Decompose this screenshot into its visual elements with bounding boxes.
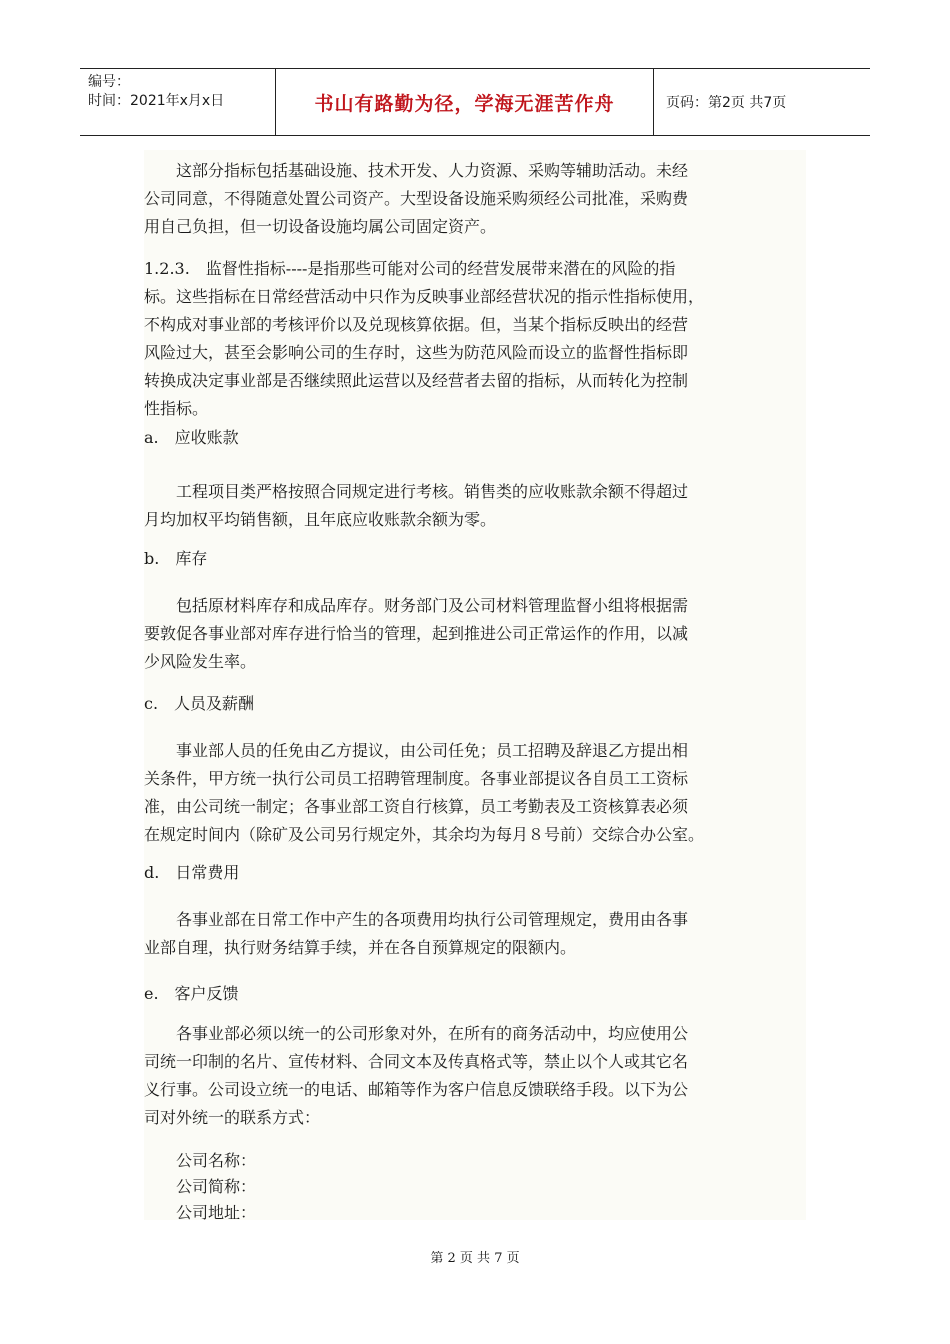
header-meta — [80, 69, 276, 135]
page-header — [80, 68, 870, 136]
receivables-paragraph — [144, 478, 806, 534]
heading-daily-expenses: d. 日常费用 — [144, 863, 240, 882]
paragraph-line: 月均加权平均销售额，且年底应收账款余额为零。 — [144, 510, 497, 529]
company-address-label: 公司地址： — [176, 1203, 257, 1222]
header-page-number: 页码：第2页 共7页 — [666, 95, 787, 111]
paragraph-line: 各事业部必须以统一的公司形象对外，在所有的商务活动中，均应使用公 — [176, 1024, 689, 1043]
customer-feedback-paragraph — [144, 1020, 806, 1132]
document-number-label: 编号： — [88, 74, 130, 90]
page-footer: 第 2 页 共 7 页 — [430, 1251, 520, 1266]
paragraph-line: 事业部人员的任免由乙方提议，由公司任免；员工招聘及辞退乙方提出相 — [176, 741, 689, 760]
intro-paragraph — [144, 157, 806, 241]
paragraph-line: 各事业部在日常工作中产生的各项费用均执行公司管理规定，费用由各事 — [176, 910, 689, 929]
contact-info — [144, 1148, 806, 1226]
paragraph-line: 标。这些指标在日常经营活动中只作为反映事业部经营状况的指示性指标使用， — [144, 287, 705, 306]
section-1-2-3-paragraph — [144, 255, 806, 423]
paragraph-line: 转换成决定事业部是否继续照此运营以及经营者去留的指标，从而转化为控制 — [144, 371, 689, 390]
paragraph-line: 性指标。 — [144, 399, 209, 418]
company-short-name-label: 公司简称： — [176, 1177, 257, 1196]
paragraph-line: 不构成对事业部的考核评价以及兑现核算依据。但，当某个指标反映出的经营 — [144, 315, 689, 334]
paragraph-line: 用自己负担，但一切设备设施均属公司固定资产。 — [144, 217, 497, 236]
paragraph-line: 在规定时间内（除矿及公司另行规定外，其余均为每月８号前）交综合办公室。 — [144, 825, 705, 844]
paragraph-line: 少风险发生率。 — [144, 652, 257, 671]
personnel-paragraph — [144, 737, 806, 849]
heading-personnel: c. 人员及薪酬 — [144, 694, 255, 713]
heading-receivables: a. 应收账款 — [144, 428, 239, 447]
paragraph-line: 业部自理，执行财务结算手续，并在各自预算规定的限额内。 — [144, 938, 577, 957]
paragraph-line: 公司同意，不得随意处置公司资产。大型设备设施采购须经公司批准，采购费 — [144, 189, 689, 208]
paragraph-line: 准，由公司统一制定；各事业部工资自行核算，员工考勤表及工资核算表必须 — [144, 797, 689, 816]
company-name-label: 公司名称： — [176, 1151, 257, 1170]
inventory-paragraph — [144, 592, 806, 676]
paragraph-line: 司对外统一的联系方式： — [144, 1108, 321, 1127]
paragraph-line: 司统一印制的名片、宣传材料、合同文本及传真格式等，禁止以个人或其它名 — [144, 1052, 689, 1071]
paragraph-line: 风险过大，甚至会影响公司的生存时，这些为防范风险而设立的监督性指标即 — [144, 343, 689, 362]
document-date-label: 时间：2021年x月x日 — [88, 93, 225, 109]
paragraph-line: 要敦促各事业部对库存进行恰当的管理，起到推进公司正常运作的作用，以减 — [144, 624, 689, 643]
paragraph-line: 关条件，甲方统一执行公司员工招聘管理制度。各事业部提议各自员工工资标 — [144, 769, 689, 788]
paragraph-line: 包括原材料库存和成品库存。财务部门及公司材料管理监督小组将根据需 — [176, 596, 689, 615]
daily-expenses-paragraph — [144, 906, 806, 962]
paragraph-line: 义行事。公司设立统一的电话、邮箱等作为客户信息反馈联络手段。以下为公 — [144, 1080, 689, 1099]
paragraph-line: 这部分指标包括基础设施、技术开发、人力资源、采购等辅助活动。未经 — [176, 161, 689, 180]
header-motto: 书山有路勤为径，学海无涯苦作舟 — [276, 69, 654, 135]
heading-inventory: b. 库存 — [144, 549, 208, 568]
paragraph-line: 1.2.3. 监督性指标----是指那些可能对公司的经营发展带来潜在的风险的指 — [144, 259, 676, 278]
paragraph-line: 工程项目类严格按照合同规定进行考核。销售类的应收账款余额不得超过 — [176, 482, 689, 501]
heading-customer-feedback: e. 客户反馈 — [144, 984, 239, 1003]
